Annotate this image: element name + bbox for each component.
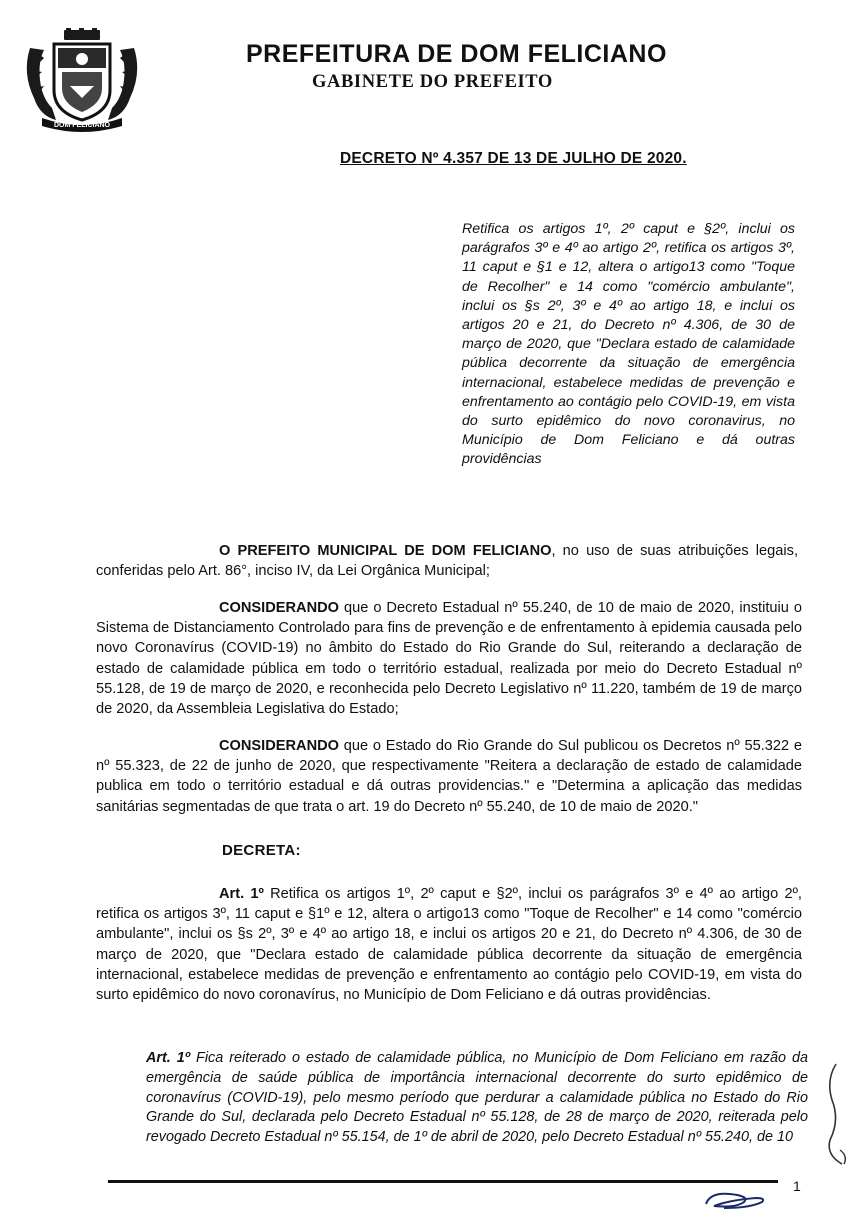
crest-caption: DOM FELICIANO — [54, 122, 110, 129]
considerando-1-text: que o Decreto Estadual nº 55.240, de 10 de maio de 2020, instituiu o Sistema de Distanciamento Controlado para fins de prevenção e de enfrentamento à epidemia causada pelo novo Coronavírus (COVID-19) no âmbito do Estado do Rio Grande do Sul, reiterando a declaração de estado de calamidade pública em todo o território estadual, realizada por meio do Decreto Estadual nº 55.128, de 19 de março de 2020, e reconhecida pelo Decreto Legislativo nº 11.220, também de 19 de março de 2020, da Assembleia Legislativa do Estado; — [96, 600, 802, 718]
decree-summary: Retifica os artigos 1º, 2º caput e §2º, inclui os parágrafos 3º e 4º ao artigo 2º, retifica os artigos 3º, 11 caput e §1 e 12, altera o artigo13 como "Toque de Recolher" e 14 como "comércio ambulante", inclui os §s 2º, 3º e 4º ao artigo 18, e inclui os artigos 20 e 21, do Decreto nº 4.306, de 30 de março de 2020, que "Declara estado de calamidade pública decorrente da situação de emergência internacional, estabelece medidas de prevenção e enfrentamento ao contágio pelo COVID-19, em vista do surto epidêmico do novo coronavirus, no Município de Dom Feliciano e dá outras providências — [462, 221, 795, 468]
article-1-text: Retifica os artigos 1º, 2º caput e §2º, inclui os parágrafos 3º e 4º ao artigo 2º, retifica os artigos 3º, 11 caput e §1º e 12, altera o artigo13 como "Toque de Recolher" e 14 como "comércio ambulante", inclui os §s 2º, 3º e 4º ao artigo 18, e inclui os artigos 20 e 21, do Decreto nº 4.306, de 30 de março de 2020, que "Declara estado de calamidade pública decorrente da situação de emergência internacional, estabelece medidas de prevenção e enfrentamento ao contágio pelo COVID-19, em vista do surto epidêmico do novo coronavírus, no Município de Dom Feliciano e dá outras providências. — [96, 886, 802, 1004]
cabinet-name: GABINETE DO PREFEITO — [312, 72, 553, 92]
page-number: 1 — [793, 1178, 801, 1194]
considerando-paragraph-1 — [96, 598, 802, 719]
considerando-2-lead: CONSIDERANDO — [219, 738, 339, 754]
intro-lead: O PREFEITO MUNICIPAL DE DOM FELICIANO — [219, 543, 552, 559]
signature-rubric-icon — [700, 1186, 770, 1212]
organization-name: PREFEITURA DE DOM FELICIANO — [246, 40, 667, 68]
article-1-label: Art. 1º — [219, 886, 264, 902]
considerando-1-lead: CONSIDERANDO — [219, 600, 339, 616]
footer-rule — [108, 1180, 778, 1183]
amended-article-1-paragraph — [146, 1049, 808, 1148]
decreta-heading: DECRETA: — [222, 842, 301, 859]
considerando-2-text: que o Estado do Rio Grande do Sul publicou os Decretos nº 55.322 e nº 55.323, de 22 de junho de 2020, que respectivamente "Reitera a declaração de estado de calamidade publica em todo o território estadual e dá outras providencias." e "Determina a aplicação das medidas sanitárias segmentadas de que trata o art. 19 do Decreto nº 55.240, de 10 de maio de 2020." — [96, 738, 802, 815]
article-1-paragraph — [96, 884, 802, 1005]
intro-text: , no uso de suas atribuições legais, conferidas pelo Art. 86°, inciso IV, da Lei Orgânica Municipal; — [96, 543, 798, 580]
considerando-paragraph-2 — [96, 736, 802, 817]
margin-mark-icon — [822, 1060, 852, 1170]
amended-article-1-text: Fica reiterado o estado de calamidade pública, no Município de Dom Feliciano em razão da emergência de saúde pública de importância internacional decorrente do surto epidêmico de coronavírus (COVID-19), pelo mesmo período que perdurar a calamidade pública no Estado do Rio Grande do Sul, declarada pelo Decreto Estadual nº 55.128, de 28 de março de 2020, reiterada pelo revogado Decreto Estadual nº 55.154, de 1º de abril de 2020, pelo Decreto Estadual nº 55.240, de 10 — [146, 1050, 808, 1146]
amended-article-1-label: Art. 1º — [146, 1050, 191, 1066]
intro-paragraph — [96, 541, 798, 581]
decree-title: DECRETO Nº 4.357 DE 13 DE JULHO DE 2020. — [340, 150, 687, 167]
coat-of-arms-icon — [22, 28, 142, 136]
